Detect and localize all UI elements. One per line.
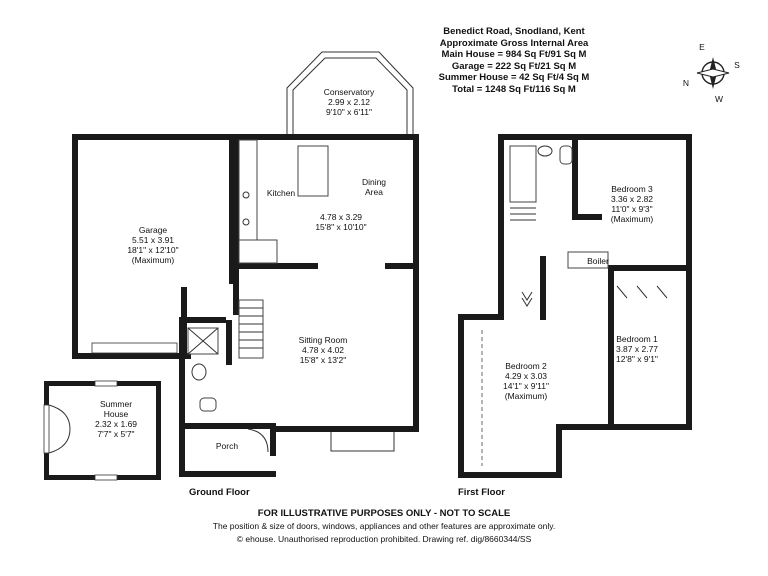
copyright-text: © ehouse. Unauthorised reproduction prohibited. Drawing ref. dig/8660344/SS [236,534,532,544]
room-bedroom-3 [611,184,654,224]
room-porch: Porch [215,441,239,451]
svg-text:7'7" x 5'7": 7'7" x 5'7" [97,429,135,439]
svg-text:(Maximum): (Maximum) [131,255,175,265]
svg-text:2.99 x 2.12: 2.99 x 2.12 [327,97,371,107]
summer-house-area: Summer House = 42 Sq Ft/4 Sq M [438,72,590,84]
svg-text:3.87 x 2.77: 3.87 x 2.77 [615,344,659,354]
compass-w: W [714,94,724,104]
room-summer-house [95,399,137,439]
compass-icon [683,42,740,104]
svg-text:Bedroom 1: Bedroom 1 [616,334,658,344]
room-conservatory [324,87,375,117]
compass-n: N [682,78,690,88]
floor-label-ground: Ground Floor [189,487,250,498]
svg-text:4.78 x 3.29: 4.78 x 3.29 [319,212,363,222]
svg-text:14'1" x 9'11": 14'1" x 9'11" [503,381,549,391]
svg-text:2.32 x 1.69: 2.32 x 1.69 [94,419,138,429]
room-dining [362,177,386,197]
svg-text:4.29 x 3.03: 4.29 x 3.03 [504,371,548,381]
garage-area: Garage = 222 Sq Ft/21 Sq M [451,60,577,72]
svg-text:Bedroom 2: Bedroom 2 [505,361,547,371]
svg-text:5.51 x 3.91: 5.51 x 3.91 [131,235,175,245]
svg-text:18'1" x 12'10": 18'1" x 12'10" [127,245,179,255]
area-title: Approximate Gross Internal Area [439,37,589,49]
stairs-icon [239,300,263,358]
room-bedroom-1 [616,334,658,364]
first-floor-outline [458,134,692,478]
svg-text:3.36 x 2.82: 3.36 x 2.82 [610,194,654,204]
svg-text:Area: Area [365,187,383,197]
main-house-area: Main House = 984 Sq Ft/91 Sq M [441,49,587,61]
svg-text:Garage: Garage [138,225,168,235]
floor-label-first: First Floor [458,487,505,498]
compass-e: E [699,42,705,52]
svg-text:15'8" x 10'10": 15'8" x 10'10" [315,222,367,232]
svg-text:Sitting Room: Sitting Room [298,335,348,345]
room-kitchen-dining-size [315,212,366,232]
total-area: Total = 1248 Sq Ft/116 Sq M [452,83,576,95]
svg-text:House: House [103,409,129,419]
svg-text:(Maximum): (Maximum) [610,214,654,224]
address-title: Benedict Road, Snodland, Kent [443,26,585,37]
svg-text:Dining: Dining [361,177,387,187]
room-garage [127,225,178,265]
svg-text:4.78 x 4.02: 4.78 x 4.02 [301,345,345,355]
room-bedroom-2 [503,361,549,401]
svg-text:(Maximum): (Maximum) [504,391,548,401]
svg-text:Summer: Summer [99,399,133,409]
svg-text:12'8" x 9'1": 12'8" x 9'1" [616,354,658,364]
disclaimer-text: The position & size of doors, windows, appliances and other features are approximate only. [212,521,556,531]
disclaimer-title: FOR ILLUSTRATIVE PURPOSES ONLY - NOT TO SCALE [257,508,511,519]
room-sitting-room [299,335,348,365]
room-boiler: Boiler [587,256,609,266]
svg-text:11'0" x 9'3": 11'0" x 9'3" [611,204,653,214]
svg-text:Bedroom 3: Bedroom 3 [611,184,653,194]
compass-s: S [734,60,740,70]
svg-text:15'8" x 13'2": 15'8" x 13'2" [299,355,347,365]
svg-text:Conservatory: Conservatory [323,87,375,97]
room-kitchen: Kitchen [266,188,296,198]
svg-text:9'10" x 6'11": 9'10" x 6'11" [326,107,372,117]
